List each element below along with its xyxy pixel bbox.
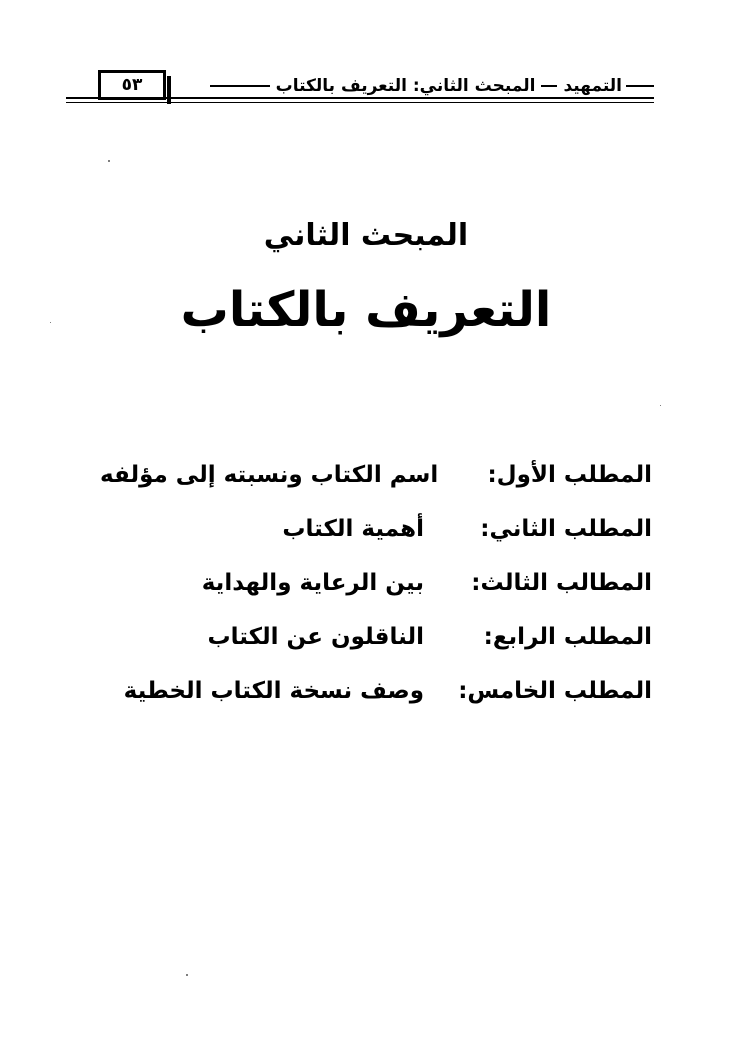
section-row <box>100 448 652 502</box>
chapter-heading: المبحث الثاني <box>263 218 469 253</box>
section-label: المطلب الخامس: <box>458 678 652 704</box>
page-number-box <box>98 70 166 100</box>
section-label: المطلب الرابع: <box>483 624 652 650</box>
running-header <box>66 68 654 108</box>
section-row <box>100 664 652 718</box>
section-topic: أهمية الكتاب <box>282 516 424 542</box>
header-lead-dash <box>626 85 654 87</box>
scan-speck <box>660 405 661 406</box>
section-row <box>100 610 652 664</box>
header-separator-dash <box>541 85 557 87</box>
section-label: المطلب الأول: <box>487 462 652 488</box>
section-topic: بين الرعاية والهداية <box>201 570 424 596</box>
section-label: المطالب الثالث: <box>471 570 652 596</box>
section-topic: وصف نسخة الكتاب الخطية <box>123 678 424 704</box>
section-row <box>100 556 652 610</box>
header-rule-thin <box>66 102 654 103</box>
section-row <box>100 502 652 556</box>
header-title-part-2: المبحث الثاني: التعريف بالكتاب <box>275 76 536 96</box>
header-title <box>254 76 654 96</box>
scan-speck <box>108 160 110 162</box>
section-topic: الناقلون عن الكتاب <box>207 624 424 650</box>
page-number: ٥٣ <box>121 75 143 95</box>
sections-list <box>100 448 652 718</box>
section-label: المطلب الثاني: <box>480 516 652 542</box>
header-trail-dash <box>210 85 270 87</box>
scan-speck <box>186 974 188 976</box>
scan-speck <box>50 322 51 323</box>
header-title-part-1: التمهيد <box>563 76 622 96</box>
main-title: التعريف بالكتاب <box>180 282 552 338</box>
section-topic: اسم الكتاب ونسبته إلى مؤلفه <box>100 462 439 488</box>
